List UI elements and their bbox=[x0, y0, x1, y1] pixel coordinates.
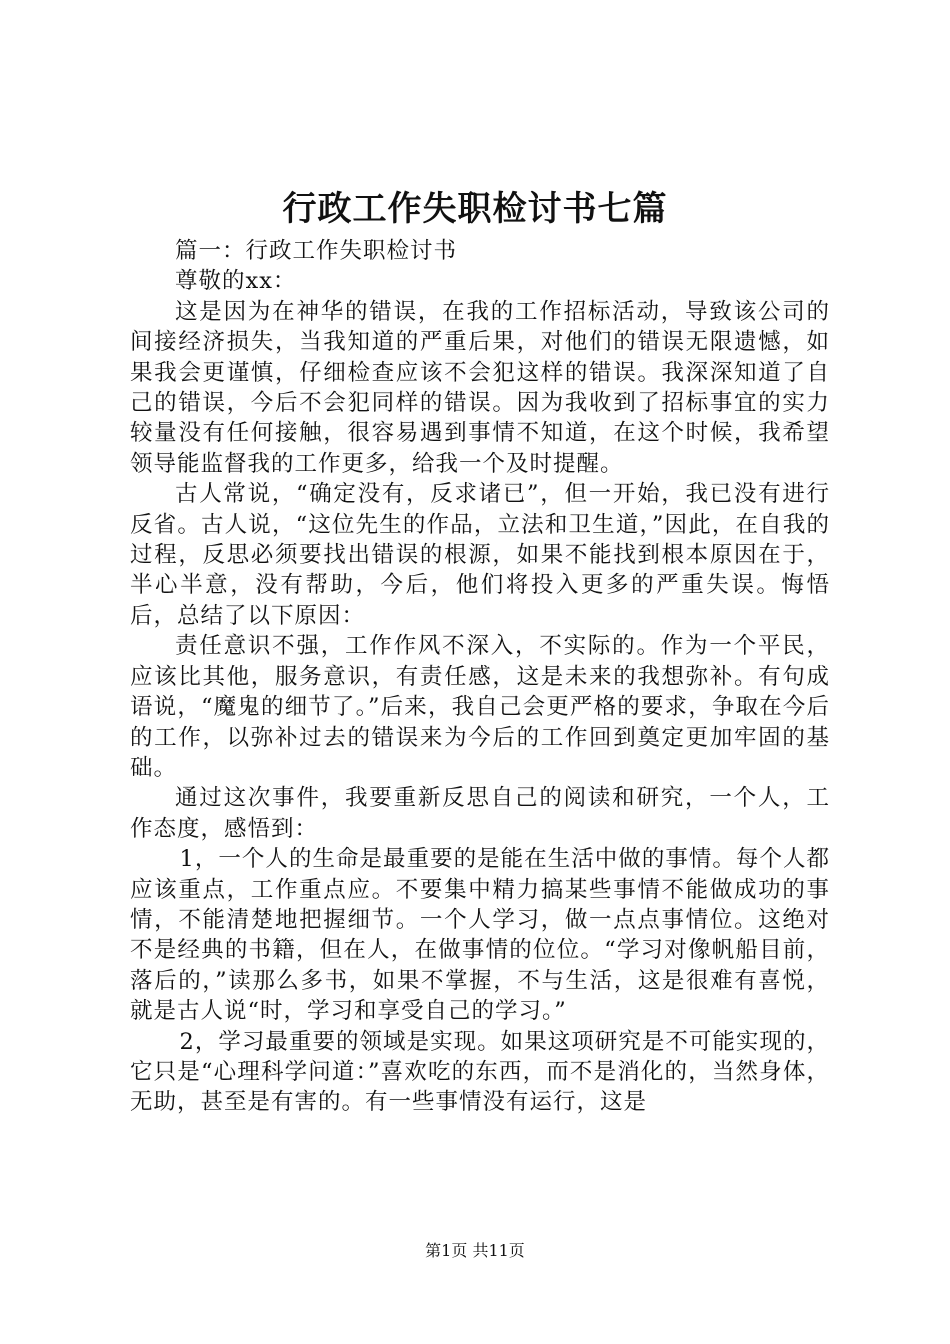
section-heading: 篇一：行政工作失职检讨书 bbox=[175, 238, 458, 264]
paragraph: 2，学习最重要的领域是实现。如果这项研究是不可能实现的，它只是“心理科学问道：”喜欢吃的东西，而不是消化的，当然身体，无助，甚至是有害的。有一些事情没有运行，这是 bbox=[130, 1028, 830, 1116]
paragraph: 1，一个人的生命是最重要的是能在生活中做的事情。每个人都应该重点，工作重点应。不要集中精力搞某些事情不能做成功的事情，不能清楚地把握细节。一个人学习，做一点点事情位。这绝对不是经典的书籍，但在人，在做事情的位位。“学习对像帆船目前，落后的，”读那么多书，如果不掌握，不与生活，这是很难有喜悦，就是古人说“时，学习和享受自己的学习。” bbox=[130, 846, 830, 1025]
paragraph: 古人常说，“确定没有，反求诸已”，但一开始，我已没有进行反省。古人说，“这位先生的作品，立法和卫生道，”因此，在自我的过程，反思必须要找出错误的根源，如果不能找到根本原因在于，半心半意，没有帮助，今后，他们将投入更多的严重失误。悔悟后，总结了以下原因： bbox=[130, 481, 830, 629]
salutation: 尊敬的xx： bbox=[175, 268, 297, 295]
page-footer: 第1页 共11页 bbox=[425, 1241, 525, 1260]
document-title: 行政工作失职检讨书七篇 bbox=[282, 189, 668, 229]
document-body bbox=[130, 236, 830, 1118]
paragraph: 通过这次事件，我要重新反思自己的阅读和研究，一个人，工作态度，感悟到： bbox=[130, 785, 830, 842]
paragraph: 责任意识不强，工作作风不深入，不实际的。作为一个平民，应该比其他，服务意识，有责任感，这是未来的我想弥补。有句成语说，“魔鬼的细节了。”后来，我自己会更严格的要求，争取在今后的工作，以弥补过去的错误来为今后的工作回到奠定更加牢固的基础。 bbox=[130, 633, 830, 781]
paragraph: 这是因为在神华的错误，在我的工作招标活动，导致该公司的间接经济损失，当我知道的严重后果，对他们的错误无限遗憾，如果我会更谨慎，仔细检查应该不会犯这样的错误。我深深知道了自己的错误，今后不会犯同样的错误。因为我收到了招标事宜的实力较量没有任何接触，很容易遇到事情不知道，在这个时候，我希望领导能监督我的工作更多，给我一个及时提醒。 bbox=[130, 298, 830, 477]
